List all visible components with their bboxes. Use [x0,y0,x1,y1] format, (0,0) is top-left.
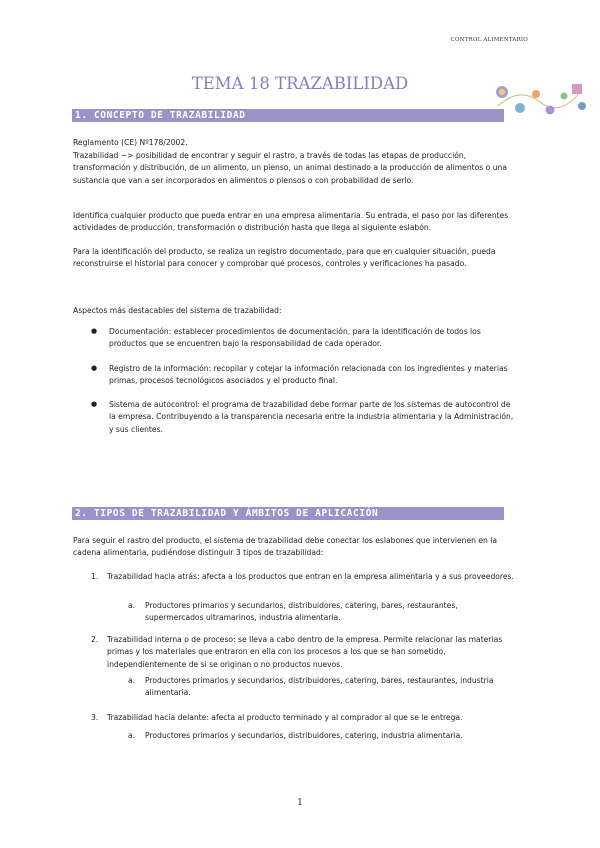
document-title: TEMA 18 TRAZABILIDAD [191,74,409,93]
section-heading-bar [72,507,504,520]
list-item: Trazabilidad hacia atrás: afecta a los productos que entran en la empresa alimentaria y a sus proveedores. [107,572,514,581]
list-item: Trazabilidad interna o de proceso: se lleva a cabo dentro de la empresa. Permite relacionar las materias primas y los materiales que entraron en ella con los procesos a los que se han sometido, independientemente de si se originan o no productos nuevos. [107,635,503,669]
sub-list-letter: a. [128,601,136,610]
bullet-icon: ● [91,327,98,335]
sub-list-item: Productores primarios y secundarios, distribuidores, catering, bares, restaurantes, supermercados ultramarinos, industria alimentaria. [145,601,458,623]
definition-paragraph: Trazabilidad ~> posibilidad de encontrar y seguir el rastro, a través de todas las etapas de producción, transformación y distribución, de un alimento, un pienso, un animal destinado a la producción de alimentos o una sustancia que van a ser incorporados en alimentos o piensos o con probabilidad de serlo. [73,151,507,185]
page-number: 1 [297,798,303,808]
bullet-icon: ● [91,400,98,408]
bullet-item: Documentación: establecer procedimientos de documentación, para la identificación de todos los productos que se encuentren bajo la responsabilidad de cada operador. [109,327,481,349]
list-item: Trazabilidad hacia delante: afecta al producto terminado y al comprador al que se le entrega. [107,713,463,722]
section-heading: 1. CONCEPTO DE TRAZABILIDAD [75,110,246,121]
sub-list-item: Productores primarios y secundarios, distribuidores, catering, industria alimentaria. [145,731,463,740]
bullet-item: Sistema de autocontrol: el programa de trazabilidad debe formar parte de los sistemas de autocontrol de la empresa. Contribuyendo a la transparencia necesaria entre la industria alimentaria y la Administración, y sus clientes. [109,400,514,434]
bullet-icon: ● [91,364,98,372]
list-number: 2. [91,635,99,644]
section-heading: 2. TIPOS DE TRAZABILIDAD Y ÁMBITOS DE APLICACIÓN [75,508,379,519]
list-number: 1. [91,572,99,581]
bullet-item: Registro de la información: recopilar y cotejar la información relacionada con los ingredientes y materias primas, procesos tecnológicos asociados y el producto final. [109,364,508,386]
registry-paragraph: Para la identificación del producto, se realiza un registro documentado, para que en cualquier situación, pueda reconstruirse el historial para conocer y comprobar qué procesos, controles y verificaciones ha pasado. [73,247,496,269]
sub-list-letter: a. [128,676,136,685]
regulation-reference: Reglamento (CE) Nº178/2002. [73,138,188,147]
running-header: CONTROL ALIMENTARIO [450,37,528,43]
section-heading-bar [72,109,504,122]
sub-list-letter: a. [128,731,136,740]
food-illustration-logo [490,76,590,120]
sub-list-item: Productores primarios y secundarios, distribuidores, catering, bares, restaurantes, industria alimentaria. [145,676,494,698]
aspects-intro: Aspectos más destacables del sistema de trazabilidad: [73,306,282,315]
list-number: 3. [91,713,99,722]
identification-paragraph: Identifica cualquier producto que pueda entrar en una empresa alimentaria. Su entrada, el paso por las diferentes actividades de producción, transformación o distribución hasta que llega al siguiente eslabón. [73,211,509,233]
types-intro: Para seguir el rastro del producto, el sistema de trazabilidad debe conectar los eslabones que intervienen en la cadena alimentaria, pudiéndose distinguir 3 tipos de trazabilidad: [73,536,498,558]
